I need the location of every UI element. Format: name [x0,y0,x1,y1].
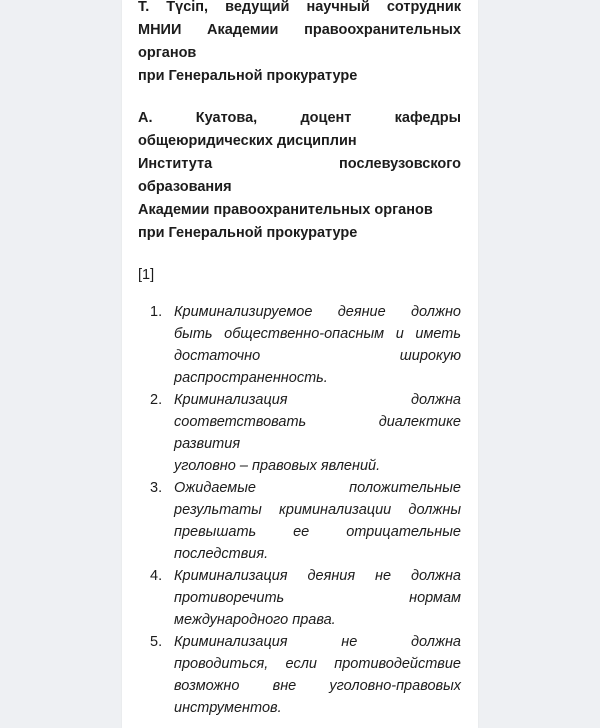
author-line: А. Куатова, доцент кафедры [138,110,461,126]
author-line: общеюридических дисциплин [138,133,357,149]
list-item-line: Криминализация деяния не должна [174,568,461,584]
list-item-line: противоречить нормам [174,590,461,606]
author-block-kuatova [138,107,461,245]
list-item [138,389,461,477]
author-line: образования [138,179,232,195]
list-item-line: Ожидаемые положительные [174,480,461,496]
list-item-line: превышать ее отрицательные [174,524,461,540]
author-line: при Генеральной прокуратуре [138,68,358,84]
list-item-line: Криминализация должна [174,392,461,408]
list-item-line: уголовно – правовых явлений. [174,458,381,474]
list-item-number: 1. [150,304,163,320]
author-line: Т. Түсіп, ведущий научный сотрудник [138,0,461,15]
list-item-line: международного права. [174,612,336,628]
author-line: Института послевузовского [138,156,461,172]
criteria-list [138,301,461,719]
author-line: органов [138,45,197,61]
document-content [138,0,461,719]
author-line: МНИИ Академии правоохранительных [138,22,461,38]
list-item-line: быть общественно-опасным и иметь [174,326,461,342]
list-item-line: достаточно широкую [174,348,461,364]
list-item-line: соответствовать диалектике развития [174,414,461,452]
list-item-number: 3. [150,480,163,496]
list-item [138,301,461,389]
list-item-line: Криминализируемое деяние должно [174,304,461,320]
list-item [138,631,461,719]
list-item-line: результаты криминализации должны [174,502,461,518]
list-item-line: последствия. [174,546,269,562]
list-item-line: распространенность. [174,370,328,386]
list-item-number: 4. [150,568,163,584]
list-item-number: 2. [150,392,163,408]
author-line: Академии правоохранительных органов [138,202,433,218]
list-item-line: инструментов. [174,700,282,716]
document-page [122,0,478,728]
list-item [138,565,461,631]
list-item-number: 5. [150,634,163,650]
author-line: при Генеральной прокуратуре [138,225,358,241]
author-block-tusip [138,0,461,88]
list-item-line: возможно вне уголовно-правовых [174,678,461,694]
list-item [138,477,461,565]
reference-marker: [1] [138,267,155,283]
list-item-line: проводиться, если противодействие [174,656,461,672]
list-item-line: Криминализация не должна [174,634,461,650]
